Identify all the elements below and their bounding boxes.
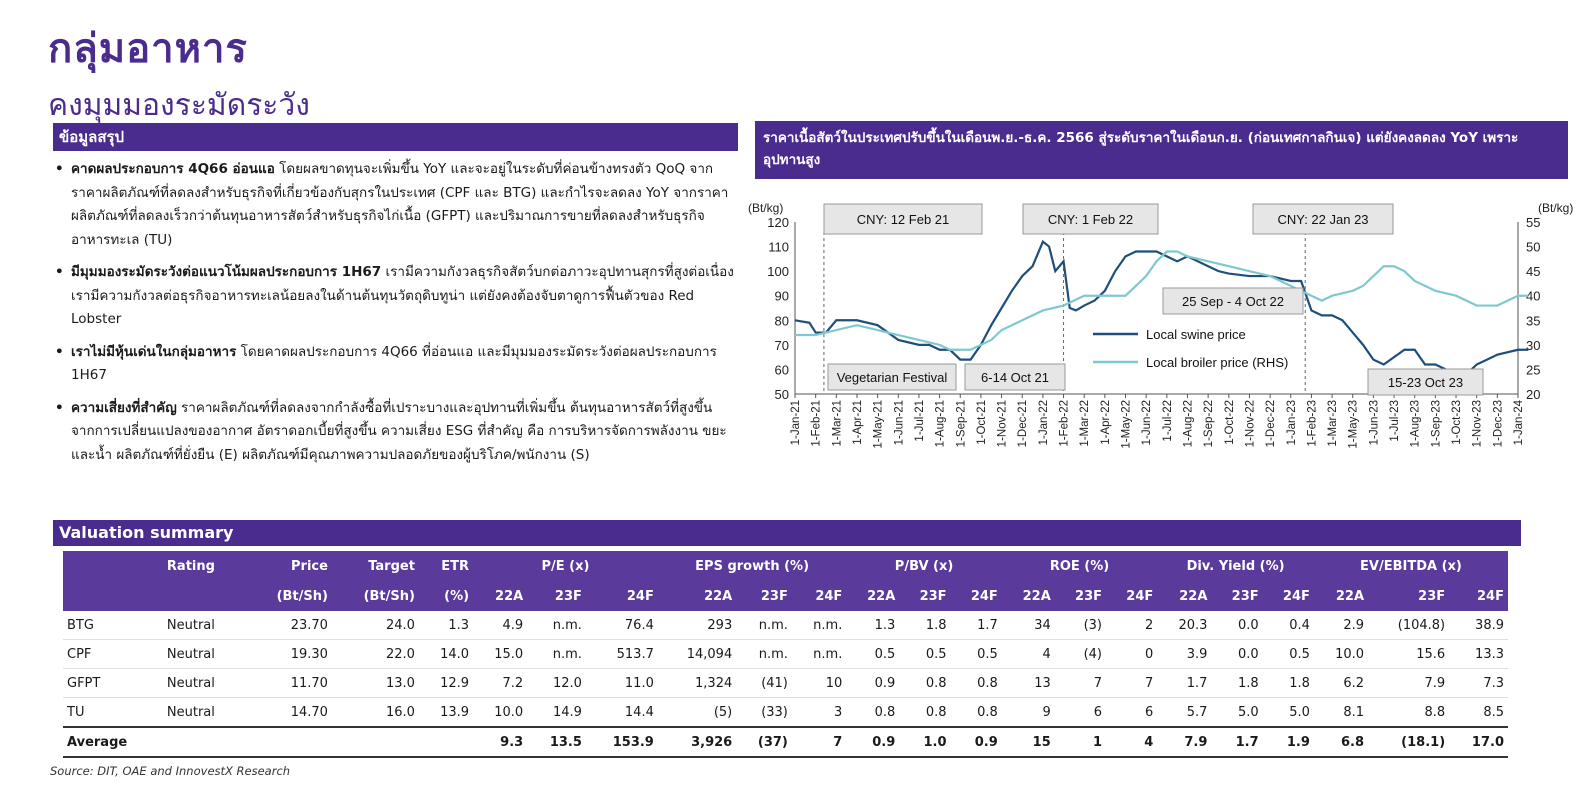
table-cell: 1: [1055, 727, 1106, 757]
table-cell: TU: [63, 698, 163, 728]
table-cell: 14.0: [419, 640, 473, 669]
x-tick-label: 1-Jun-21: [893, 400, 906, 446]
table-cell: BTG: [63, 611, 163, 640]
table-cell: 14,094: [658, 640, 736, 669]
table-cell: 1.7: [1157, 669, 1211, 698]
table-row: [63, 640, 1508, 669]
col-header: ROE (%): [1002, 551, 1157, 581]
x-tick-label: 1-Aug-21: [934, 400, 947, 448]
table-cell: 12.9: [419, 669, 473, 698]
annotation-cny-23: CNY: 22 Jan 23: [1277, 212, 1369, 227]
table-cell: Neutral: [163, 669, 245, 698]
x-tick-label: 1-Apr-21: [851, 400, 864, 445]
col-subheader: 24F: [1449, 581, 1508, 611]
y-tick-label-left: 120: [767, 215, 789, 230]
table-cell: 1,324: [658, 669, 736, 698]
bullet-text: เรามีความกังวลธุรกิจสัตว์บกต่อภาวะอุปทานสุกรที่สูงต่อเนื่อง เรามีความกังวลต่อธุรกิจอาหารทะเลน้อยลงในด้านต้นทุนวัตถุดิบทูน่า แต่ยังคงต้องจับตาดูการฟื้นตัวของ Red Lobster: [71, 264, 734, 327]
y-tick-label-right: 35: [1526, 313, 1541, 329]
table-cell: 0.8: [899, 669, 950, 698]
col-subheader: 22A: [1157, 581, 1211, 611]
table-cell: 7.9: [1368, 669, 1449, 698]
bullet-text: ราคาผลิตภัณฑ์ที่ลดลงจากกำลังซื้อที่เปราะบางและอุปทานที่เพิ่มขึ้น ต้นทุนอาหารสัตว์ที่สูงขึ้นจากการเปลี่ยนแปลงของอากาศ อัตราดอกเบี้ยที่สูงขึ้น ความเสี่ยง ESG ที่สำคัญ คือ การบริหารจัดการพลังงาน ขยะและน้ำ ผลิตภัณฑ์ที่ยั่งยืน (E) ผลิตภัณฑ์มีคุณภาพความปลอดภัยของผู้บริโภค/พนักงาน (S): [71, 399, 727, 463]
annotation-vegetarian-festival: Vegetarian Festival: [836, 370, 948, 385]
table-cell: 6.8: [1314, 727, 1368, 757]
col-subheader: 23F: [1055, 581, 1106, 611]
bullet-bold: ความเสี่ยงที่สำคัญ: [71, 399, 177, 416]
table-cell: 1.7: [951, 611, 1002, 640]
x-tick-label: 1-Nov-23: [1471, 400, 1484, 448]
x-tick-label: 1-Jan-22: [1037, 400, 1050, 446]
summary-heading: ข้อมูลสรุป: [53, 123, 738, 151]
table-cell: Neutral: [163, 611, 245, 640]
x-tick-label: 1-Jul-21: [913, 400, 926, 442]
col-subheader: 22A: [658, 581, 736, 611]
table-cell: 7.2: [473, 669, 527, 698]
x-tick-label: 1-Oct-22: [1223, 400, 1236, 445]
y-tick-label-left: 110: [768, 239, 789, 255]
table-cell: 1.8: [1211, 669, 1262, 698]
bullet-text: โดยคาดผลประกอบการ 4Q66 ที่อ่อนแอ และมีมุมมองระมัดระวังต่อผลประกอบการ 1H67: [71, 343, 717, 383]
table-cell: 0.5: [951, 640, 1002, 669]
table-cell: 7.9: [1157, 727, 1211, 757]
col-subheader: 24F: [951, 581, 1002, 611]
table-cell: (33): [736, 698, 792, 728]
table-cell: 4: [1106, 727, 1157, 757]
table-cell: 7: [792, 727, 846, 757]
col-subheader: 22A: [473, 581, 527, 611]
table-cell: 8.8: [1368, 698, 1449, 728]
table-cell: 5.7: [1157, 698, 1211, 728]
y-tick-label-left: 60: [774, 362, 789, 378]
x-tick-label: 1-May-23: [1347, 400, 1360, 449]
x-tick-label: 1-Jul-22: [1161, 400, 1174, 442]
price-chart: [748, 192, 1574, 492]
table-cell: 5.0: [1263, 698, 1314, 728]
x-tick-label: 1-Aug-22: [1182, 400, 1195, 448]
y-tick-label-right: 20: [1526, 387, 1541, 402]
x-tick-label: 1-Nov-22: [1244, 400, 1257, 448]
y-tick-label-right: 55: [1526, 215, 1541, 230]
annotation-oct-21: 6-14 Oct 21: [981, 370, 1049, 385]
annotation-sep-oct-22: 25 Sep - 4 Oct 22: [1182, 294, 1284, 309]
table-cell: n.m.: [527, 640, 586, 669]
y-tick-label-left: 100: [767, 264, 789, 280]
table-header-row: [63, 581, 1508, 611]
x-tick-label: 1-Apr-22: [1099, 400, 1112, 445]
x-tick-label: 1-May-21: [872, 400, 885, 449]
col-subheader: 24F: [792, 581, 846, 611]
col-subheader: 24F: [1106, 581, 1157, 611]
col-subheader: 23F: [736, 581, 792, 611]
table-cell: n.m.: [736, 611, 792, 640]
x-tick-label: 1-Mar-21: [831, 400, 844, 447]
table-cell: 0.0: [1211, 611, 1262, 640]
col-subheader: (Bt/Sh): [245, 581, 332, 611]
chart-heading: ราคาเนื้อสัตว์ในประเทศปรับขึ้นในเดือนพ.ย.-ธ.ค. 2566 สู่ระดับราคาในเดือนก.ย. (ก่อนเทศกาลกินเจ) แต่ยังคงลดลง YoY เพราะอุปทานสูง: [755, 121, 1568, 179]
table-cell: 34: [1002, 611, 1055, 640]
table-cell: 8.1: [1314, 698, 1368, 728]
col-subheader: 22A: [1314, 581, 1368, 611]
y-tick-label-right: 50: [1526, 239, 1541, 255]
col-header: P/BV (x): [846, 551, 1001, 581]
table-cell: 15: [1002, 727, 1055, 757]
x-tick-label: 1-Sep-22: [1203, 400, 1216, 448]
table-cell: 3.9: [1157, 640, 1211, 669]
table-cell: 1.8: [1263, 669, 1314, 698]
table-cell: 9: [1002, 698, 1055, 728]
table-cell: [419, 727, 473, 757]
x-tick-label: 1-Jun-22: [1141, 400, 1154, 446]
table-cell: 1.7: [1211, 727, 1262, 757]
table-cell: 24.0: [332, 611, 419, 640]
bullet-text: โดยผลขาดทุนจะเพิ่มขึ้น YoY และจะอยู่ในระดับที่ค่อนข้างทรงตัว QoQ จากราคาผลิตภัณฑ์ที่ลดลงสำหรับธุรกิจที่เกี่ยวข้องกับสุกรในประเทศ (CPF และ BTG) และกำไรจะลดลง YoY จากราคาผลิตภัณฑ์ที่ลดลงเร็วกว่าต้นทุนอาหารสัตว์สำหรับธุรกิจไก่เนื้อ (GFPT) และปริมาณการขายที่ลดลงสำหรับธุรกิจอาหารทะเล (TU): [71, 161, 729, 248]
y-tick-label-left: 70: [774, 337, 789, 353]
x-tick-label: 1-Feb-23: [1306, 400, 1319, 447]
annotation-oct-23: 15-23 Oct 23: [1387, 375, 1464, 390]
table-cell: 0.9: [951, 727, 1002, 757]
table-cell: 0.4: [1263, 611, 1314, 640]
table-cell: (41): [736, 669, 792, 698]
annotation-cny-22: CNY: 1 Feb 22: [1047, 212, 1134, 227]
y-tick-label-left: 90: [774, 288, 789, 304]
col-subheader: 24F: [586, 581, 658, 611]
table-cell: 15.6: [1368, 640, 1449, 669]
table-cell: [245, 727, 332, 757]
col-subheader: 24F: [1263, 581, 1314, 611]
table-cell: 0.9: [846, 727, 899, 757]
table-cell: 14.9: [527, 698, 586, 728]
table-cell: 6: [1055, 698, 1106, 728]
table-cell: n.m.: [792, 640, 846, 669]
valuation-heading: Valuation summary: [53, 520, 1521, 546]
table-cell: 0.5: [846, 640, 899, 669]
table-cell: 10: [792, 669, 846, 698]
col-header: EV/EBITDA (x): [1314, 551, 1508, 581]
table-cell: 153.9: [586, 727, 658, 757]
col-header: ETR: [419, 551, 473, 581]
y-tick-label-right: 45: [1526, 264, 1541, 280]
col-subheader: [163, 581, 245, 611]
bullet-bold: เราไม่มีหุ้นเด่นในกลุ่มอาหาร: [71, 343, 237, 360]
table-cell: 13: [1002, 669, 1055, 698]
table-cell: 15.0: [473, 640, 527, 669]
x-tick-label: 1-Jun-23: [1368, 400, 1381, 446]
table-cell: 513.7: [586, 640, 658, 669]
table-cell: (3): [1055, 611, 1106, 640]
table-cell: 1.3: [419, 611, 473, 640]
annotation-cny-21: CNY: 12 Feb 21: [856, 212, 950, 227]
source-note: Source: DIT, OAE and InnovestX Research: [50, 764, 291, 778]
col-header: EPS growth (%): [658, 551, 846, 581]
table-cell: 0.5: [899, 640, 950, 669]
table-cell: 0.9: [846, 669, 899, 698]
table-cell: 0: [1106, 640, 1157, 669]
table-cell: 0.5: [1263, 640, 1314, 669]
table-cell: 13.9: [419, 698, 473, 728]
bullet-bold: คาดผลประกอบการ 4Q66 อ่อนแอ: [71, 161, 275, 177]
x-tick-label: 1-Jan-21: [790, 400, 802, 446]
table-row: [63, 611, 1508, 640]
table-cell: 6.2: [1314, 669, 1368, 698]
x-tick-label: 1-Sep-21: [955, 400, 968, 448]
x-tick-label: 1-Oct-21: [975, 400, 988, 445]
table-cell: 1.0: [899, 727, 950, 757]
table-cell: 19.30: [245, 640, 332, 669]
table-cell: 11.70: [245, 669, 332, 698]
col-subheader: 22A: [846, 581, 899, 611]
table-cell: Neutral: [163, 640, 245, 669]
table-cell: (4): [1055, 640, 1106, 669]
table-cell: 14.70: [245, 698, 332, 728]
x-tick-label: 1-Feb-22: [1058, 400, 1071, 447]
table-cell: 3: [792, 698, 846, 728]
x-tick-label: 1-Mar-22: [1079, 400, 1092, 447]
x-tick-label: 1-Dec-22: [1265, 400, 1278, 448]
table-cell: n.m.: [527, 611, 586, 640]
table-cell: 1.9: [1263, 727, 1314, 757]
table-cell: 0.0: [1211, 640, 1262, 669]
table-cell: 2: [1106, 611, 1157, 640]
table-cell: 3,926: [658, 727, 736, 757]
table-cell: 13.3: [1449, 640, 1508, 669]
table-header-row: [63, 551, 1508, 581]
x-tick-label: 1-Jul-23: [1389, 400, 1402, 442]
table-row: [63, 669, 1508, 698]
col-subheader: 23F: [1211, 581, 1262, 611]
table-cell: 16.0: [332, 698, 419, 728]
col-subheader: 22A: [1002, 581, 1055, 611]
col-subheader: 23F: [527, 581, 586, 611]
summary-bullets: [55, 158, 735, 476]
table-cell: 10.0: [1314, 640, 1368, 669]
table-cell: (37): [736, 727, 792, 757]
x-tick-label: 1-Dec-21: [1017, 400, 1030, 448]
table-cell: 7.3: [1449, 669, 1508, 698]
table-cell: [163, 727, 245, 757]
table-cell: 0.8: [846, 698, 899, 728]
table-cell: 7: [1055, 669, 1106, 698]
table-cell: 1.3: [846, 611, 899, 640]
y-tick-label-right: 25: [1526, 362, 1541, 378]
table-cell: [332, 727, 419, 757]
col-subheader: (Bt/Sh): [332, 581, 419, 611]
col-subheader: 23F: [1368, 581, 1449, 611]
col-header: Rating: [163, 551, 245, 581]
table-cell: 13.0: [332, 669, 419, 698]
table-cell: 1.8: [899, 611, 950, 640]
x-tick-label: 1-Jan-24: [1513, 400, 1525, 446]
summary-bullet: [55, 158, 735, 252]
legend-label-swine: Local swine price: [1146, 327, 1246, 342]
table-cell: 0.8: [951, 669, 1002, 698]
bullet-bold: มีมุมมองระมัดระวังต่อแนวโน้มผลประกอบการ 1H67: [71, 264, 382, 280]
y-tick-label-left: 50: [774, 387, 789, 402]
table-cell: 22.0: [332, 640, 419, 669]
x-tick-label: 1-Jan-23: [1285, 400, 1298, 446]
x-tick-label: 1-May-22: [1120, 400, 1133, 449]
table-cell: 10.0: [473, 698, 527, 728]
table-cell: (18.1): [1368, 727, 1449, 757]
table-cell: 12.0: [527, 669, 586, 698]
table-cell: 9.3: [473, 727, 527, 757]
page-title: กลุ่มอาหาร: [48, 26, 248, 72]
table-cell: 17.0: [1449, 727, 1508, 757]
y-tick-label-right: 30: [1526, 337, 1541, 353]
legend-label-broiler: Local broiler price (RHS): [1146, 355, 1289, 370]
summary-bullet: [55, 397, 735, 468]
table-cell: 23.70: [245, 611, 332, 640]
y-tick-label-right: 40: [1526, 288, 1541, 304]
table-cell: 0.8: [951, 698, 1002, 728]
table-cell: CPF: [63, 640, 163, 669]
table-cell: 4: [1002, 640, 1055, 669]
table-cell: Average: [63, 727, 163, 757]
col-header: P/E (x): [473, 551, 658, 581]
table-cell: Neutral: [163, 698, 245, 728]
col-header: [63, 551, 163, 581]
table-cell: 6: [1106, 698, 1157, 728]
x-tick-label: 1-Mar-23: [1327, 400, 1340, 447]
table-cell: (104.8): [1368, 611, 1449, 640]
summary-bullet: [55, 261, 735, 332]
col-subheader: (%): [419, 581, 473, 611]
x-tick-label: 1-Nov-21: [996, 400, 1009, 448]
col-header: Price: [245, 551, 332, 581]
table-cell: 293: [658, 611, 736, 640]
table-cell: 38.9: [1449, 611, 1508, 640]
table-cell: 4.9: [473, 611, 527, 640]
table-cell: 2.9: [1314, 611, 1368, 640]
table-cell: 11.0: [586, 669, 658, 698]
table-cell: n.m.: [736, 640, 792, 669]
y-axis-label-right: (Bt/kg): [1538, 201, 1574, 215]
table-cell: 8.5: [1449, 698, 1508, 728]
price-chart-svg: [748, 192, 1574, 492]
table-row: [63, 698, 1508, 728]
table-cell: 20.3: [1157, 611, 1211, 640]
y-tick-label-left: 80: [774, 313, 789, 329]
table-cell: 14.4: [586, 698, 658, 728]
table-cell: 0.8: [899, 698, 950, 728]
col-header: Target: [332, 551, 419, 581]
col-subheader: [63, 581, 163, 611]
table-cell: 76.4: [586, 611, 658, 640]
table-cell: (5): [658, 698, 736, 728]
table-cell: n.m.: [792, 611, 846, 640]
table-cell: 5.0: [1211, 698, 1262, 728]
page-subtitle: คงมุมมองระมัดระวัง: [48, 88, 310, 123]
table-cell: 7: [1106, 669, 1157, 698]
valuation-table: [63, 551, 1508, 758]
col-header: Div. Yield (%): [1157, 551, 1314, 581]
col-subheader: 23F: [899, 581, 950, 611]
y-axis-label-left: (Bt/kg): [748, 201, 784, 215]
table-cell: GFPT: [63, 669, 163, 698]
x-tick-label: 1-Dec-23: [1492, 400, 1505, 448]
x-tick-label: 1-Sep-23: [1430, 400, 1443, 448]
summary-bullet: [55, 341, 735, 388]
x-tick-label: 1-Feb-21: [810, 400, 823, 447]
x-tick-label: 1-Oct-23: [1451, 400, 1464, 445]
x-tick-label: 1-Aug-23: [1409, 400, 1422, 448]
table-cell: 13.5: [527, 727, 586, 757]
average-row: [63, 727, 1508, 757]
